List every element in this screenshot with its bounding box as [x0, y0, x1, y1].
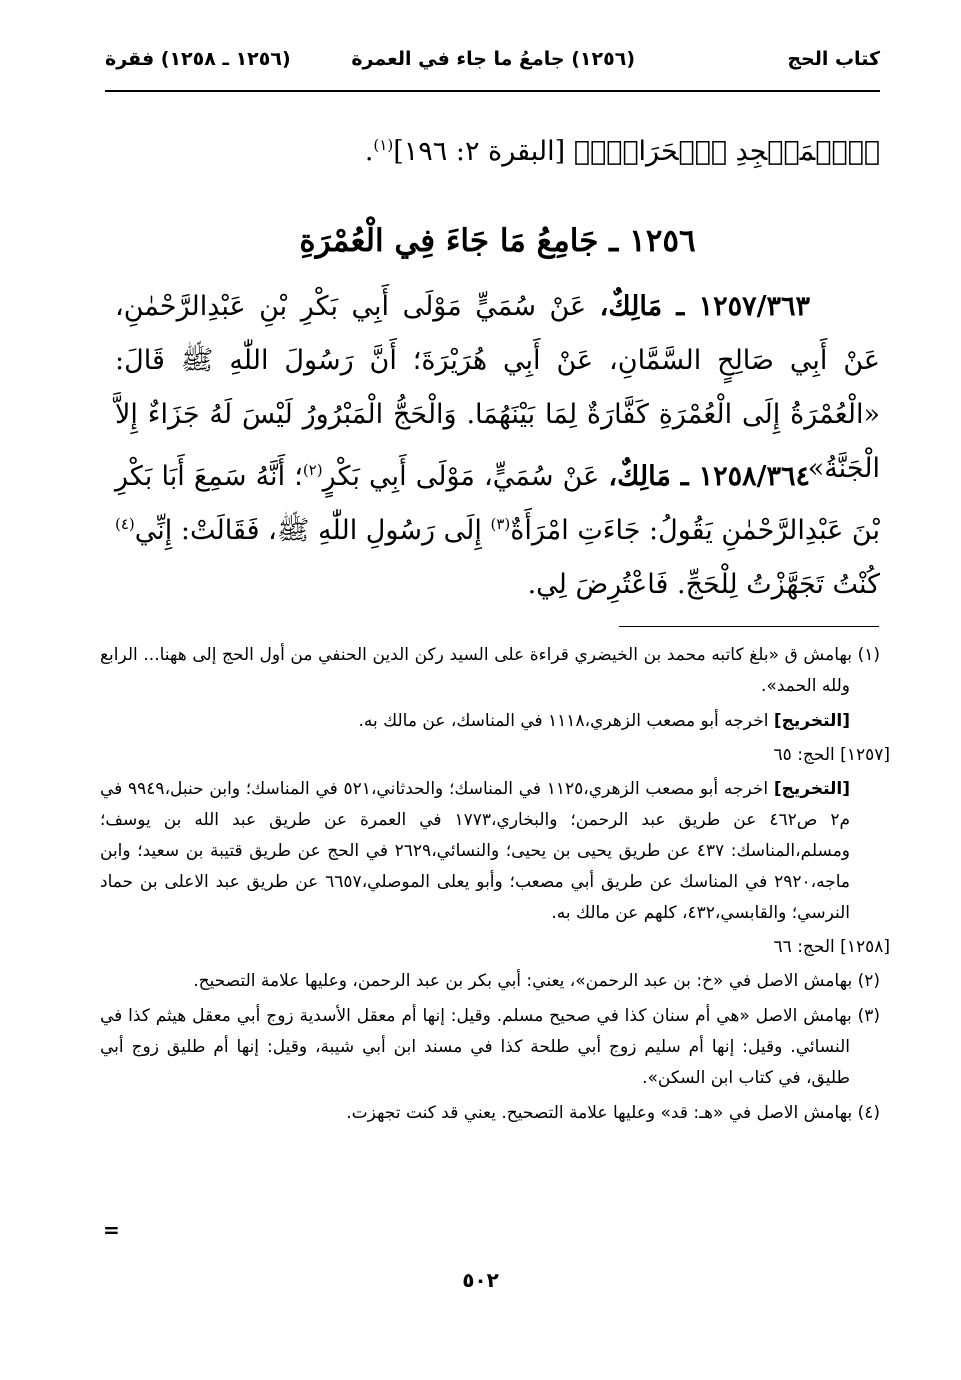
chapter-heading: ١٢٥٦ ـ جَامِعُ مَا جَاءَ فِي الْعُمْرَةِ: [299, 223, 696, 259]
hadith-number: ١٢٥٧/٣٦٣ ـ مَالِكٌ،: [599, 291, 810, 322]
hadith-text: عَنْ سُمَيٍّ مَوْلَى أَبِي بَكْرِ بْنِ عَبْدِالرَّحْمٰنِ، عَنْ أَبِي صَالِحٍ السَّمَّانِ، عَنْ أَبِي هُرَيْرَةَ؛ أَنَّ رَسُولَ اللّٰهِ ﷺ قَالَ: «الْعُمْرَةُ إِلَى الْعُمْرَةِ كَفَّارَةٌ لِمَا بَيْنَهُمَا. وَالْحَجُّ الْمَبْرُورُ لَيْسَ لَهُ جَزَاءٌ إِلاَّ الْجَنَّةُ».: [115, 291, 880, 484]
hadith-text-part: إِلَى رَسُولِ اللّٰهِ ﷺ، فَقَالَتْ: إِنِّي: [134, 515, 491, 546]
footnote-marker-2[interactable]: (٢): [302, 461, 323, 479]
takhrij-label: [التخريج]: [773, 779, 850, 799]
header-chapter-title: (١٢٥٦) جامعُ ما جاء في العمرة: [351, 48, 635, 70]
reference-1258: [١٢٥٨] الحج: ٦٦: [773, 937, 890, 957]
takhrij-label: [التخريج]: [773, 711, 850, 731]
verse-text: ﴿ٱلۡمَسۡجِدِ ٱلۡحَرَامِۚ﴾ [البقرة ٢: ١٩٦]: [393, 136, 880, 167]
hadith-text-part: كُنْتُ تَجَهَّزْتُ لِلْحَجِّ. فَاعْتُرِضَ لِي.: [527, 569, 880, 600]
footnote-2: (٢) بهامش الاصل في «خ: بن عبد الرحمن»، يعني: أبي بكر بن عبد الرحمن، وعليها علامة التصحيح.: [193, 971, 880, 991]
quran-verse-line: [115, 128, 880, 176]
reference-1257: [١٢٥٧] الحج: ٦٥: [773, 745, 890, 765]
header-paragraph-range: (١٢٥٦ ـ ١٢٥٨) فقرة: [105, 48, 291, 70]
footnote-divider: [619, 626, 879, 627]
takhrij-note-1: [100, 706, 880, 737]
header-divider: [105, 90, 880, 92]
verse-end: .: [364, 136, 374, 167]
continuation-mark: =: [103, 1218, 120, 1242]
footnote-marker-4[interactable]: (٤): [115, 515, 135, 533]
footnote-marker-3[interactable]: (٣): [490, 515, 511, 533]
footnotes-section: [100, 640, 890, 1133]
hadith-text-part: عَنْ سُمَيٍّ، مَوْلَى أَبِي بَكْرٍ: [322, 461, 600, 492]
takhrij-note-2: [100, 774, 880, 929]
running-header: [105, 40, 880, 88]
footnote-1: (١) بهامش ق «بلغ كاتبه محمد بن الخيضري قراءة على السيد ركن الدين الحنفي من أول الحج إلى ههنا... الرابع ولله الحمد».: [100, 645, 880, 696]
header-book-title: كتاب الحج: [787, 48, 880, 70]
hadith-number: ١٢٥٨/٣٦٤ ـ مَالِكٌ،: [608, 461, 810, 492]
takhrij-text: اخرجه أبو مصعب الزهري،١١١٨ في المناسك، عن مالك به.: [358, 711, 769, 731]
footnote-4: (٤) بهامش الاصل في «هـ: قد» وعليها علامة التصحيح. يعني قد كنت تجهزت.: [346, 1103, 880, 1123]
page-number: ٥٠٢: [462, 1268, 499, 1292]
hadith-text-part: ؛ أَنَّهُ سَمِعَ أَبَا بَكْرِ بْنَ عَبْدِالرَّحْمٰنِ يَقُولُ: جَاءَتِ امْرَأَةٌ: [115, 461, 880, 546]
footnote-3: (٣) بهامش الاصل «هي أم سنان كذا في صحيح مسلم. وقيل: إنها أم معقل الأسدية زوج أبي معقل هيثم كذا في النسائي. وقيل: إنها أم سليم زوج أبي طلحة كذا في مسند ابن أبي شيبة، وقيل: إنها أم طليق زوج أبي طليق، في كتاب ابن السكن».: [100, 1006, 880, 1088]
takhrij-text: اخرجه أبو مصعب الزهري،١١٢٥ في المناسك؛ والحدثاني،٥٢١ في المناسك؛ وابن حنبل،٩٩٤٩ في م٢ ص٤٦٢ عن طريق عبد الرحمن؛ والبخاري،١٧٧٣ في العمرة عن طريق عبد الله بن يوسف؛ ومسلم،المناسك: ٤٣٧ عن طريق يحيى بن يحيى؛ والنسائي،٢٦٢٩ في الحج عن طريق قتيبة بن سعيد؛ وابن ماجه،٢٩٢٠ في المناسك عن طريق أبي مصعب؛ وأبو يعلى الموصلي،٦٦٥٧ عن طريق عبد الاعلى بن حماد النرسي؛ والقابسي،٤٣٢، كلهم عن مالك به.: [100, 779, 851, 923]
footnote-marker-1[interactable]: (١): [373, 136, 394, 154]
hadith-paragraph-1258: [115, 450, 880, 612]
